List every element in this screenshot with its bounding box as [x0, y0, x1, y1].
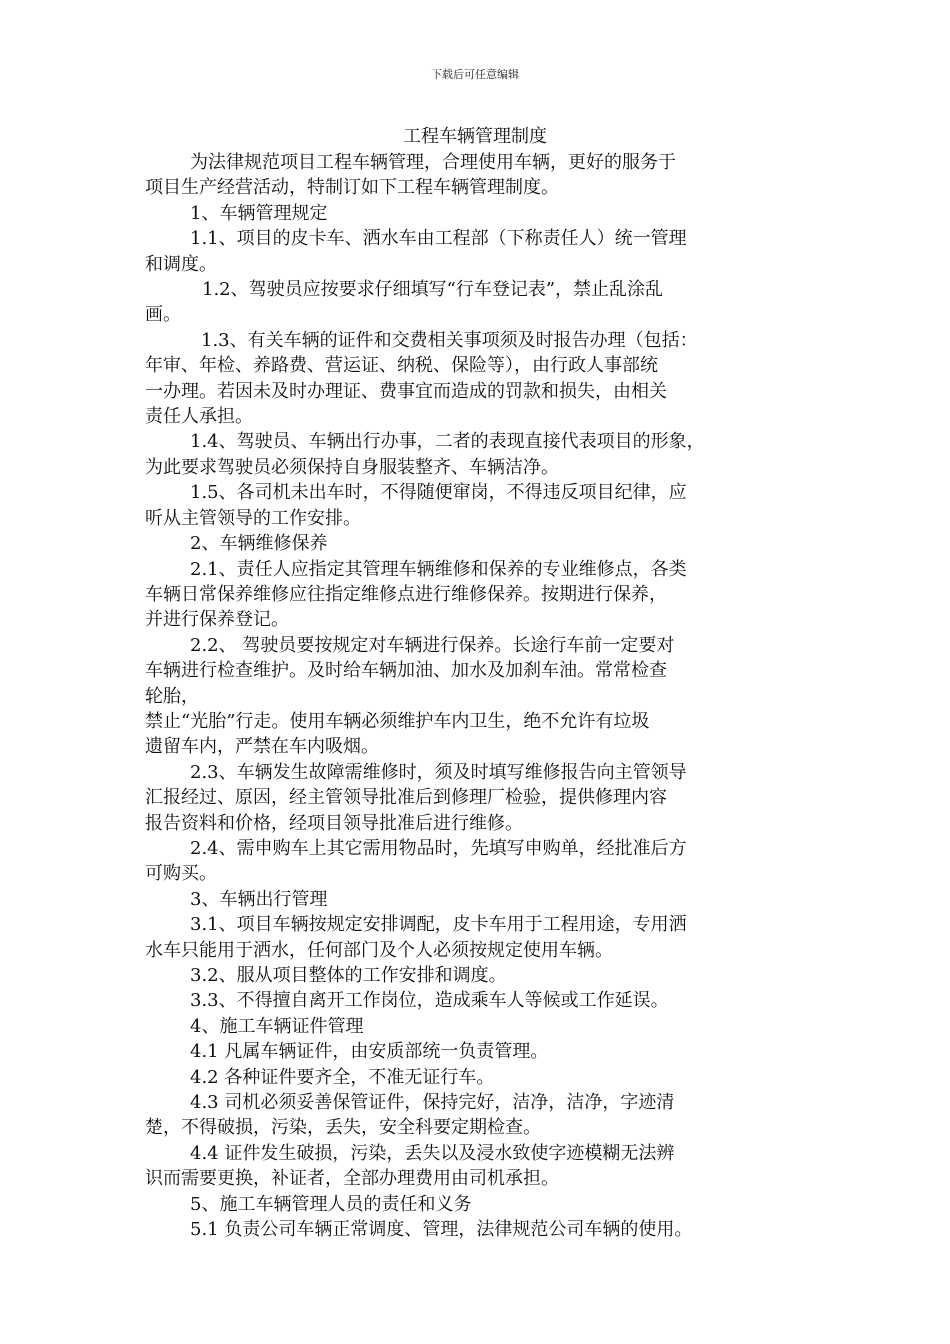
paragraph-line: 为此要求驾驶员必须保持自身服装整齐、车辆洁净。 [145, 456, 559, 478]
paragraph-line: 1.3、有关车辆的证件和交费相关事项须及时报告办理（包括： [201, 329, 698, 351]
paragraph-line: 可购买。 [145, 863, 217, 885]
paragraph-line: 1.2、驾驶员应按要求仔细填写“行车登记表”，禁止乱涂乱 [202, 279, 664, 301]
paragraph-line: 车辆日常保养维修应往指定维修点进行维修保养。按期进行保养， [145, 583, 667, 605]
paragraph-line: 1.4、驾驶员、车辆出行办事，二者的表现直接代表项目的形象， [190, 431, 705, 453]
paragraph-line: 为法律规范项目工程车辆管理，合理使用车辆，更好的服务于 [190, 152, 676, 173]
paragraph-line: 一办理。若因未及时办理证、费事宜而造成的罚款和损失，由相关 [145, 380, 667, 402]
paragraph-line: 报告资料和价格，经项目领导批准后进行维修。 [145, 812, 523, 834]
paragraph-line: 并进行保养登记。 [145, 609, 289, 631]
paragraph-line: 4.1 凡属车辆证件，由安质部统一负责管理。 [190, 1041, 549, 1063]
document-body [145, 150, 825, 1242]
paragraph-line: 4.3 司机必须妥善保管证件，保持完好，洁净，洁净，字迹清 [190, 1092, 675, 1114]
page-header: 下载后可任意编辑 [431, 68, 519, 81]
paragraph-line: 画。 [145, 304, 181, 326]
paragraph-line: 2.2、 驾驶员要按规定对车辆进行保养。长途行车前一定要对 [190, 634, 675, 656]
paragraph-line: 2.3、车辆发生故障需维修时，须及时填写维修报告向主管领导 [190, 761, 687, 783]
paragraph-line: 责任人承担。 [145, 406, 253, 428]
paragraph-line: 年审、年检、养路费、营运证、纳税、保险等），由行政人事部统 [145, 355, 658, 377]
paragraph-line: 和调度。 [145, 253, 217, 275]
paragraph-line: 1.1、项目的皮卡车、洒水车由工程部（下称责任人）统一管理 [190, 228, 687, 250]
paragraph-line: 听从主管领导的工作安排。 [145, 507, 361, 529]
paragraph-line: 水车只能用于洒水，任何部门及个人必须按规定使用车辆。 [145, 939, 613, 961]
document-title: 工程车辆管理制度 [403, 126, 547, 147]
paragraph-line: 项目生产经营活动，特制订如下工程车辆管理制度。 [145, 177, 559, 199]
paragraph-line: 4.2 各种证件要齐全，不准无证行车。 [190, 1066, 495, 1088]
paragraph-line: 5.1 负责公司车辆正常调度、管理，法律规范公司车辆的使用。 [190, 1219, 693, 1241]
section-heading: 2、车辆维修保养 [190, 533, 328, 555]
paragraph-line: 遗留车内，严禁在车内吸烟。 [145, 736, 379, 758]
paragraph-line: 识而需要更换，补证者，全部办理费用由司机承担。 [145, 1168, 559, 1190]
paragraph-line: 1.5、各司机未出车时，不得随便窜岗，不得违反项目纪律，应 [190, 482, 687, 504]
paragraph-line: 车辆进行检查维护。及时给车辆加油、加水及加刹车油。常常检查 [145, 660, 667, 682]
paragraph-line: 2.1、责任人应指定其管理车辆维修和保养的专业维修点，各类 [190, 558, 687, 580]
section-heading: 5、施工车辆管理人员的责任和义务 [190, 1193, 472, 1215]
paragraph-line: 轮胎， [145, 685, 199, 707]
section-heading: 3、车辆出行管理 [190, 888, 328, 910]
paragraph-line: 2.4、需申购车上其它需用物品时，先填写申购单，经批准后方 [190, 837, 687, 859]
paragraph-line: 禁止“光胎”行走。使用车辆必须维护车内卫生，绝不允许有垃圾 [145, 710, 650, 732]
paragraph-line: 3.1、项目车辆按规定安排调配，皮卡车用于工程用途，专用洒 [190, 914, 687, 936]
paragraph-line: 汇报经过、原因，经主管领导批准后到修理厂检验，提供修理内容 [145, 787, 667, 809]
paragraph-line: 3.2、服从项目整体的工作安排和调度。 [190, 965, 507, 986]
section-heading: 1、车辆管理规定 [190, 202, 328, 224]
paragraph-line: 楚，不得破损，污染，丢失，安全科要定期检查。 [145, 1117, 541, 1139]
section-heading: 4、施工车辆证件管理 [190, 1015, 364, 1037]
paragraph-line: 4.4 证件发生破损，污染，丢失以及浸水致使字迹模糊无法辨 [190, 1142, 675, 1164]
paragraph-line: 3.3、不得擅自离开工作岗位，造成乘车人等候或工作延误。 [190, 990, 669, 1012]
